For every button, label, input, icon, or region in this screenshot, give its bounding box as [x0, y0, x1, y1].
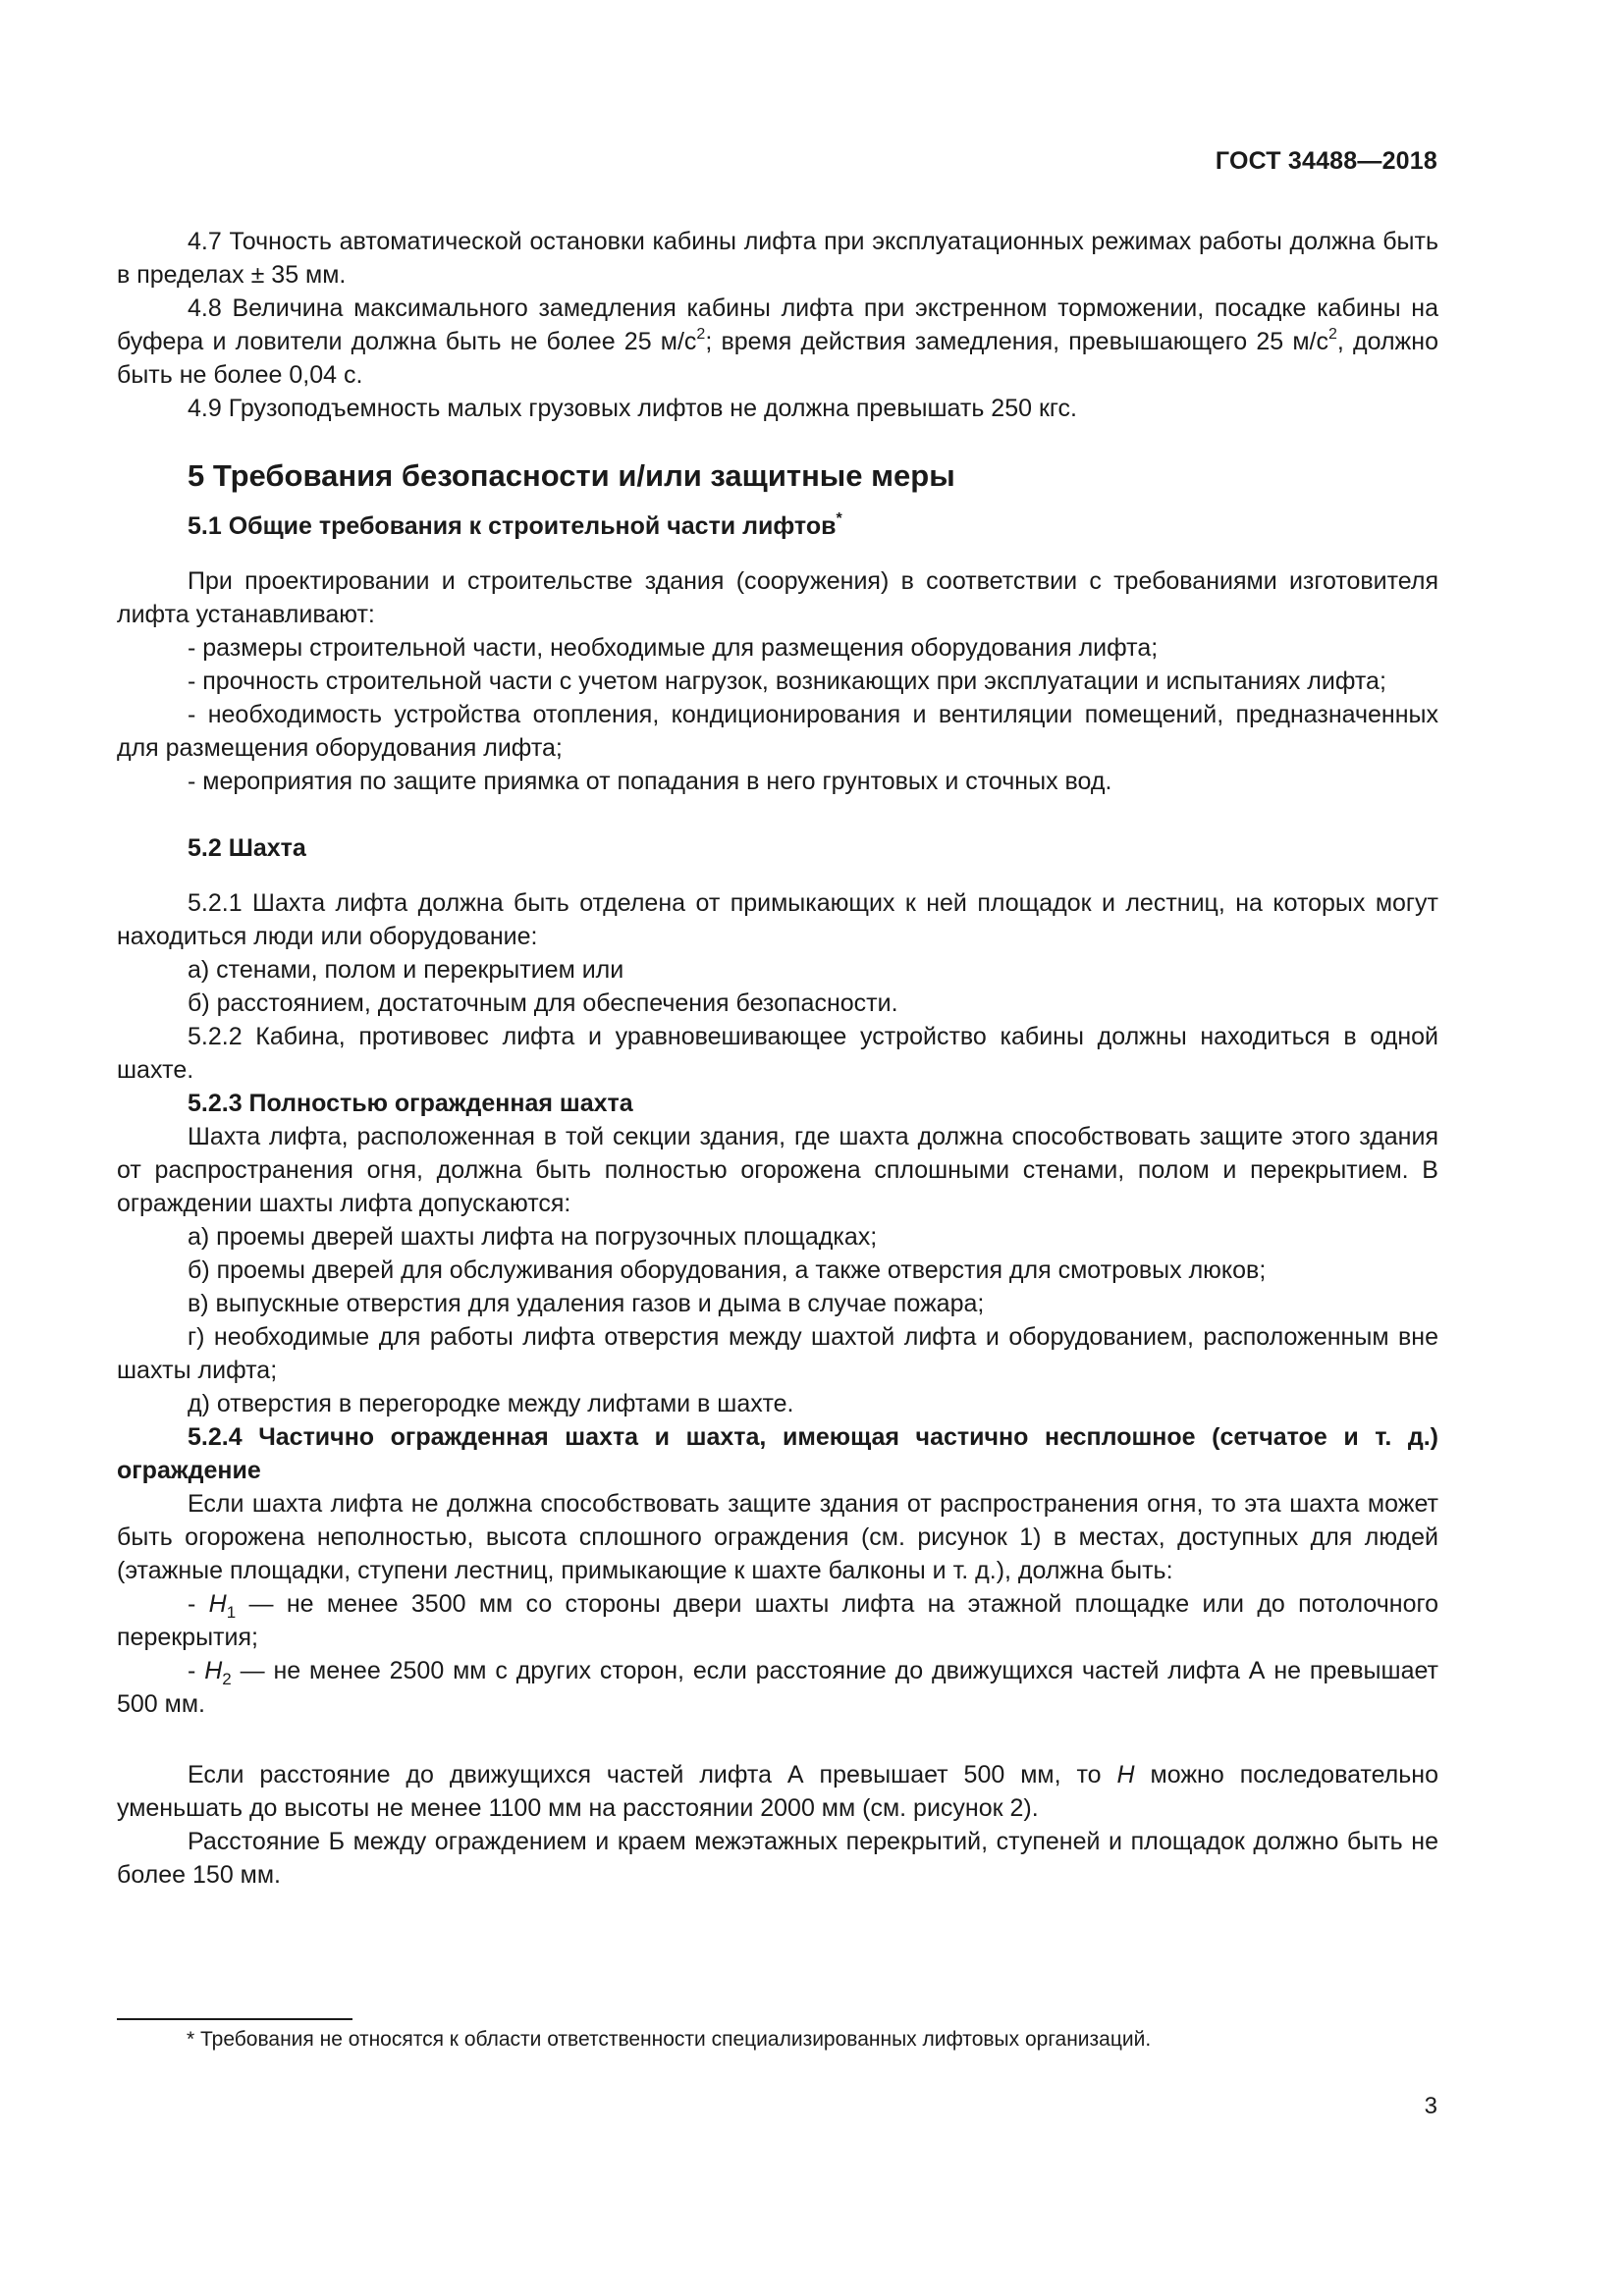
- list-item: - прочность строительной части с учетом нагрузок, возникающих при эксплуатации и испытаниях лифта;: [188, 667, 1386, 695]
- paragraph-5-2-3: Шахта лифта, расположенная в той секции здания, где шахта должна способствовать защите этого здания от распространения огня, должна быть полностью огорожена сплошными стенами, полом и перекрытием. В ограждении шахты лифта допускаются:: [117, 1123, 1438, 1217]
- list-item-h1: [117, 1587, 1438, 1654]
- list-item: - мероприятия по защите приямка от попадания в него грунтовых и сточных вод.: [188, 768, 1112, 795]
- paragraph-4-9: 4.9 Грузоподъемность малых грузовых лифтов не должна превышать 250 кгс.: [188, 395, 1077, 422]
- subscript-2: 2: [222, 1670, 232, 1688]
- footnote: * Требования не относятся к области ответственности специализированных лифтовых организаций.: [187, 2028, 1152, 2051]
- list-item: г) необходимые для работы лифта отверстия между шахтой лифта и оборудованием, расположенным вне шахты лифта;: [117, 1323, 1438, 1384]
- list-item: б) проемы дверей для обслуживания оборудования, а также отверстия для смотровых люков;: [188, 1256, 1267, 1284]
- dash-prefix: -: [188, 1657, 205, 1684]
- paragraph-4-8: [117, 292, 1438, 392]
- document-body: [117, 225, 1438, 1892]
- section-5-2-4-heading: 5.2.4 Частично огражденная шахта и шахта, имеющая частично несплошное (сетчатое и т. д.) ограждение: [117, 1423, 1438, 1484]
- footnote-mark: *: [836, 509, 842, 527]
- list-item: а) стенами, полом и перекрытием или: [188, 956, 624, 984]
- paragraph-distance-a: [117, 1758, 1438, 1825]
- section-5-1-heading: [117, 509, 1438, 543]
- section-5-2-3-heading: 5.2.3 Полностью огражденная шахта: [188, 1090, 633, 1117]
- list-item: - размеры строительной части, необходимые для размещения оборудования лифта;: [188, 634, 1159, 662]
- h2-requirement: — не менее 2500 мм с других сторон, если расстояние до движущихся частей лифта А не превышает 500 мм.: [117, 1657, 1439, 1718]
- section-5-2-heading: 5.2 Шахта: [188, 834, 306, 862]
- variable-h: H: [204, 1657, 223, 1684]
- distance-a-part-b: можно последовательно уменьшать до высоты не менее 1100 мм на расстоянии 2000 мм (см. рисунок 2).: [117, 1761, 1438, 1822]
- paragraph-distance-b: Расстояние Б между ограждением и краем межэтажных перекрытий, ступеней и площадок должно быть не более 150 мм.: [117, 1828, 1438, 1889]
- variable-h: H: [1116, 1761, 1135, 1789]
- section-5-1-title: 5.1 Общие требования к строительной части лифтов: [188, 512, 837, 540]
- h1-requirement: — не менее 3500 мм со стороны двери шахты лифта на этажной площадке или до потолочного перекрытия;: [117, 1590, 1438, 1651]
- dash-prefix: -: [188, 1590, 209, 1618]
- list-item: б) расстоянием, достаточным для обеспечения безопасности.: [188, 989, 898, 1017]
- paragraph-5-1-intro: При проектировании и строительстве здания (сооружения) в соответствии с требованиями изготовителя лифта устанавливают:: [117, 567, 1438, 628]
- list-item: в) выпускные отверстия для удаления газов и дыма в случае пожара;: [188, 1290, 985, 1317]
- list-item-h2: [117, 1654, 1438, 1721]
- paragraph-4-8-part-b: ; время действия замедления, превышающего 25 м/с: [705, 328, 1328, 355]
- list-item: - необходимость устройства отопления, кондиционирования и вентиляции помещений, предназначенных для размещения оборудования лифта;: [117, 701, 1438, 762]
- paragraph-4-8-part-c: , должно быть не более 0,04 с.: [117, 328, 1438, 389]
- paragraph-4-7: 4.7 Точность автоматической остановки кабины лифта при эксплуатационных режимах работы должна быть в пределах ± 35 мм.: [117, 228, 1438, 289]
- paragraph-4-8-part-a: 4.8 Величина максимального замедления кабины лифта при экстренном торможении, посадке кабины на буфера и ловители должна быть не более 25 м/с: [117, 294, 1438, 355]
- page-number: 3: [1424, 2093, 1437, 2119]
- document-code: ГОСТ 34488—2018: [1215, 147, 1437, 175]
- paragraph-5-2-4: Если шахта лифта не должна способствовать защите здания от распространения огня, то эта шахта может быть огорожена неполностью, высота сплошного ограждения (см. рисунок 1) в местах, доступных для людей (этажные площадки, ступени лестниц, примыкающие к шахте балконы и т. д.), должна быть:: [117, 1490, 1438, 1584]
- paragraph-5-2-2: 5.2.2 Кабина, противовес лифта и уравновешивающее устройство кабины должны находиться в одной шахте.: [117, 1023, 1438, 1084]
- variable-h: H: [208, 1590, 227, 1618]
- superscript-2: 2: [696, 325, 706, 343]
- paragraph-5-2-1: 5.2.1 Шахта лифта должна быть отделена от примыкающих к ней площадок и лестниц, на которых могут находиться люди или оборудование:: [117, 889, 1438, 950]
- distance-a-part-a: Если расстояние до движущихся частей лифта А превышает 500 мм, то: [188, 1761, 1117, 1789]
- subscript-1: 1: [226, 1603, 237, 1622]
- footnote-divider: [117, 2018, 352, 2020]
- list-item: а) проемы дверей шахты лифта на погрузочных площадках;: [188, 1223, 878, 1251]
- list-item: д) отверстия в перегородке между лифтами в шахте.: [188, 1390, 794, 1417]
- section-5-heading: 5 Требования безопасности и/или защитные меры: [188, 458, 955, 493]
- superscript-2: 2: [1328, 325, 1337, 343]
